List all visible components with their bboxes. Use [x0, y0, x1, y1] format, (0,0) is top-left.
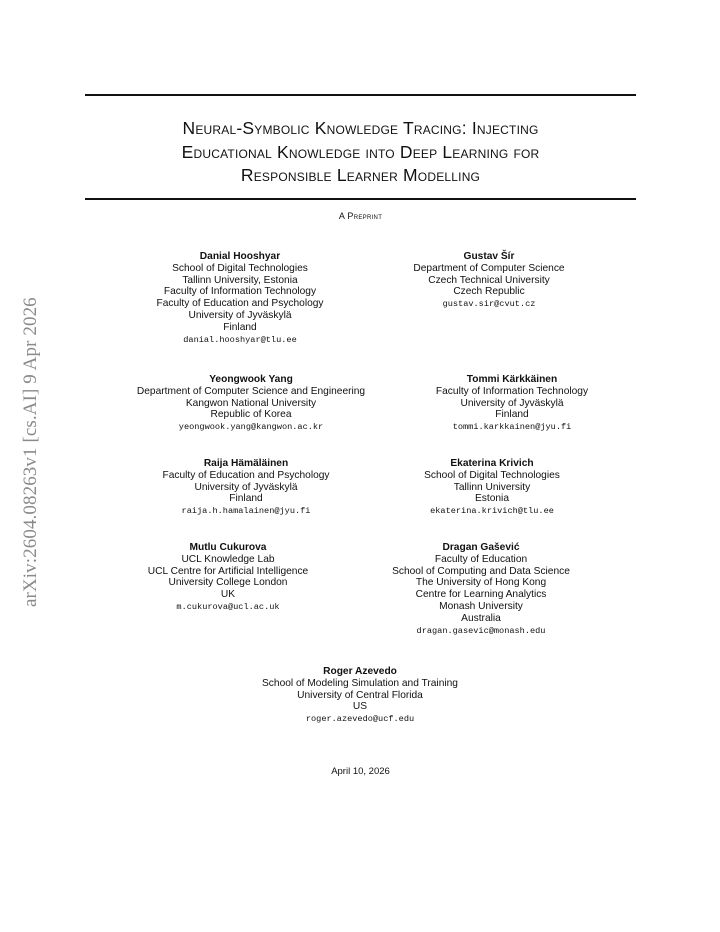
arxiv-identifier-stamp: arXiv:2604.08263v1 [cs.AI] 9 Apr 2026 — [20, 297, 41, 608]
author-affiliation: School of Digital Technologies — [172, 262, 308, 274]
author-email[interactable]: gustav.sir@cvut.cz — [442, 299, 536, 310]
author-affiliation: Estonia — [475, 493, 509, 505]
author-name: Mutlu Cukurova — [189, 542, 267, 553]
author-block — [339, 251, 639, 311]
title-line: Responsible Learner Modelling — [240, 165, 481, 185]
author-block — [210, 666, 510, 726]
author-affiliation: The University of Hong Kong — [415, 577, 547, 589]
author-affiliation: Department of Computer Science and Engineering — [136, 385, 366, 397]
author-affiliation: University of Jyväskylä — [188, 309, 292, 321]
author-affiliation: Republic of Korea — [210, 409, 292, 421]
publication-date: April 10, 2026 — [331, 766, 390, 777]
author-name: Roger Azevedo — [323, 666, 397, 677]
author-affiliation: University of Jyväskylä — [194, 481, 298, 493]
author-email[interactable]: dragan.gasevic@monash.edu — [416, 625, 546, 636]
author-affiliation: UCL Knowledge Lab — [181, 553, 275, 565]
author-name: Gustav Šír — [463, 251, 515, 262]
author-name: Ekaterina Krivich — [450, 458, 534, 469]
author-block — [362, 374, 662, 434]
author-name: Yeongwook Yang — [209, 374, 293, 385]
author-name: Raija Hämäläinen — [203, 458, 289, 469]
author-affiliation: Tallinn University, Estonia — [182, 274, 298, 286]
author-affiliation: Faculty of Education and Psychology — [156, 298, 324, 310]
author-affiliation: Australia — [461, 612, 501, 624]
author-affiliation: University College London — [168, 577, 288, 589]
author-name: Tommi Kärkkäinen — [466, 374, 558, 385]
author-affiliation: School of Computing and Data Science — [392, 565, 570, 577]
author-name: Dragan Gašević — [442, 542, 520, 553]
title-top-rule — [85, 94, 636, 96]
author-name: Danial Hooshyar — [199, 251, 281, 262]
author-affiliation: Tallinn University — [453, 481, 531, 493]
author-affiliation: Finland — [229, 493, 263, 505]
author-block — [331, 542, 631, 637]
author-email[interactable]: raija.h.hamalainen@jyu.fi — [181, 506, 311, 517]
author-affiliation: UCL Centre for Artificial Intelligence — [147, 565, 309, 577]
author-email[interactable]: m.cukurova@ucl.ac.uk — [176, 601, 280, 612]
author-affiliation: Kangwon National University — [185, 397, 317, 409]
author-affiliation: Monash University — [439, 600, 523, 612]
author-affiliation: Faculty of Information Technology — [435, 385, 589, 397]
author-email[interactable]: yeongwook.yang@kangwon.ac.kr — [178, 422, 324, 433]
author-email[interactable]: roger.azevedo@ucf.edu — [305, 714, 415, 725]
author-affiliation: Czech Republic — [453, 286, 525, 298]
author-affiliation: Faculty of Education — [434, 553, 528, 565]
author-email[interactable]: tommi.karkkainen@jyu.fi — [452, 422, 572, 433]
author-block — [101, 374, 401, 434]
author-affiliation: Faculty of Information Technology — [163, 286, 317, 298]
paper-title — [85, 117, 636, 188]
preprint-label: A Preprint — [338, 211, 383, 221]
author-affiliation: Finland — [495, 409, 529, 421]
author-affiliation: Finland — [223, 321, 257, 333]
title-line: Educational Knowledge into Deep Learning for — [181, 141, 540, 162]
author-affiliation: Centre for Learning Analytics — [415, 589, 547, 601]
title-bottom-rule — [85, 198, 636, 200]
author-affiliation: University of Jyväskylä — [460, 397, 564, 409]
author-affiliation: Faculty of Education and Psychology — [162, 469, 330, 481]
author-affiliation: University of Central Florida — [297, 689, 423, 701]
title-line: Neural-Symbolic Knowledge Tracing: Injecting — [182, 118, 539, 138]
author-affiliation: US — [352, 701, 368, 713]
author-block — [342, 458, 642, 518]
author-affiliation: UK — [220, 589, 236, 601]
author-affiliation: School of Digital Technologies — [424, 469, 560, 481]
author-affiliation: School of Modeling Simulation and Training — [262, 677, 458, 689]
author-email[interactable]: danial.hooshyar@tlu.ee — [183, 334, 297, 345]
author-affiliation: Department of Computer Science — [413, 262, 565, 274]
author-affiliation: Czech Technical University — [428, 274, 550, 286]
author-email[interactable]: ekaterina.krivich@tlu.ee — [430, 506, 554, 517]
